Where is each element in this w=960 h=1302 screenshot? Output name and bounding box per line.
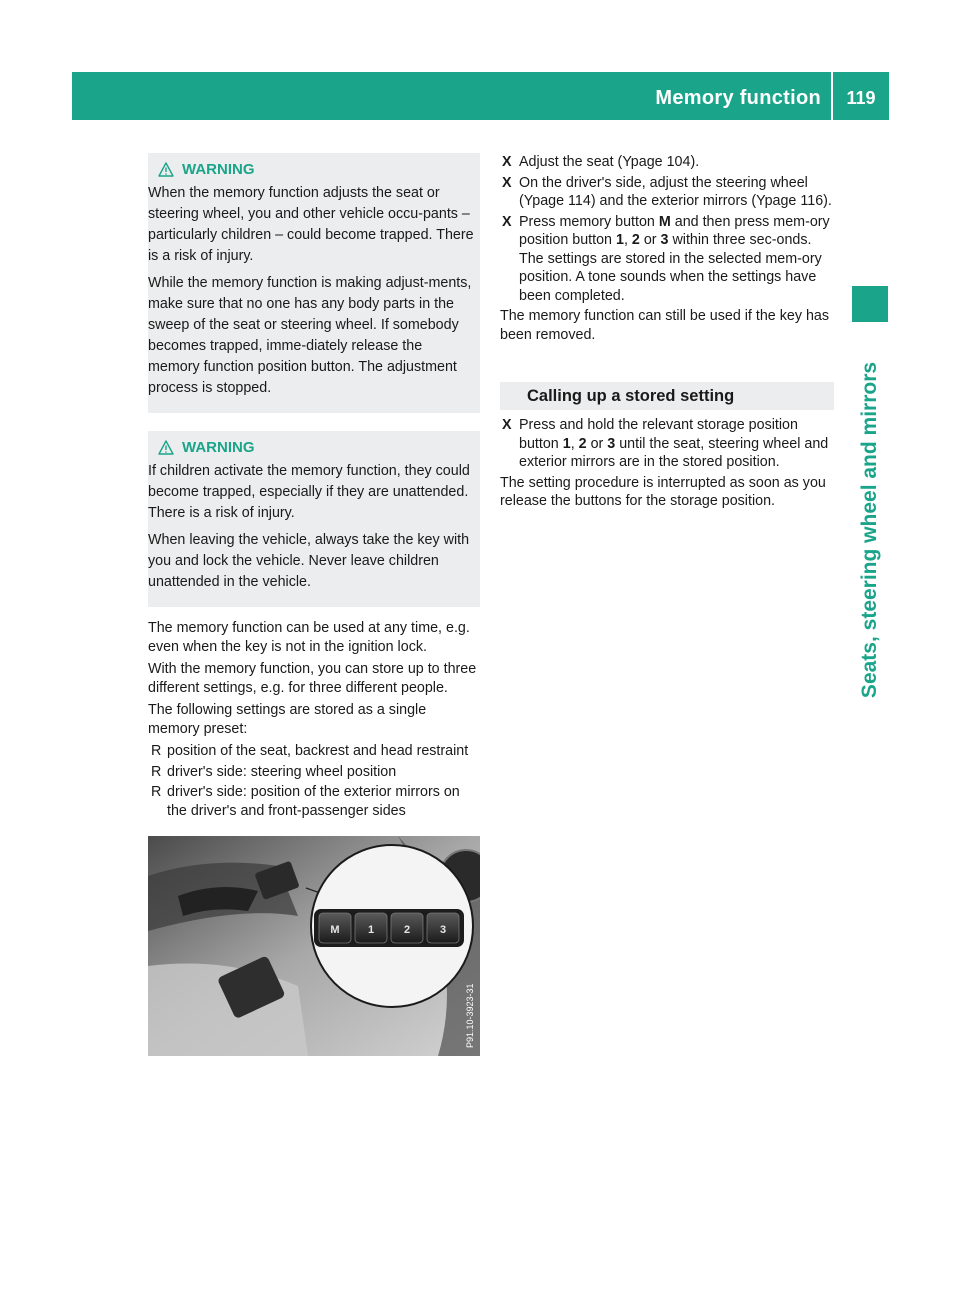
step-text: , xyxy=(570,435,579,452)
list-item-text: position of the seat, backrest and head restraint xyxy=(167,743,469,759)
key-1: 1 xyxy=(615,232,624,248)
arrow-step-icon: X xyxy=(502,154,512,170)
bullet-icon: R xyxy=(151,743,162,759)
memory-button-2-label: 2 xyxy=(403,924,411,936)
warning-triangle-icon xyxy=(158,162,174,177)
step-text: , xyxy=(623,232,632,248)
side-tab-marker xyxy=(852,286,888,322)
page-header xyxy=(72,72,889,120)
key-2: 2 xyxy=(631,232,640,248)
step-text: ). xyxy=(823,193,832,209)
step-text: until the seat, steering wheel and exterior mirrors are in the stored position. xyxy=(519,435,829,470)
page-ref-link[interactable]: page 104 xyxy=(630,154,691,170)
page-number: 119 xyxy=(846,88,876,108)
body-paragraph: With the memory function, you can store up to three different settings, e.g. for three different people. xyxy=(148,661,477,696)
step-item xyxy=(500,174,834,211)
side-tab-title: Seats, steering wheel and mirrors xyxy=(858,361,881,699)
warning-text: When the memory function adjusts the seat or steering wheel, you and other vehicle occu-pants – particularly children – could become trapped. There is a risk of injury. xyxy=(148,185,474,264)
arrow-step-icon: X xyxy=(502,174,512,191)
key-2: 2 xyxy=(578,435,587,452)
warning-heading xyxy=(148,157,476,181)
settings-list xyxy=(148,742,480,820)
step-item xyxy=(500,416,834,472)
step-item xyxy=(500,153,834,172)
key-3: 3 xyxy=(660,232,669,248)
warning-triangle-icon xyxy=(158,440,174,455)
door-panel-illustration xyxy=(148,836,480,1056)
arrow-step-icon: X xyxy=(502,213,512,230)
memory-button-m-label: M xyxy=(330,924,340,936)
right-column xyxy=(500,153,834,515)
step-text: within three sec-onds. xyxy=(668,232,812,248)
warning-text: When leaving the vehicle, always take the key with you and lock the vehicle. Never leave children unattended in the vehicle. xyxy=(148,532,470,590)
step-text: Press and hold the relevant storage position button xyxy=(519,417,798,452)
body-paragraph: The memory function can be used at any time, e.g. even when the key is not in the ignition lock. xyxy=(148,620,470,655)
page-ref-icon: Y xyxy=(622,154,631,170)
arrow-step-icon: X xyxy=(502,417,512,433)
body-paragraph: The setting procedure is interrupted as soon as you release the buttons for the storage position. xyxy=(500,474,826,509)
memory-button-1-label: 1 xyxy=(367,924,375,936)
bullet-icon: R xyxy=(151,763,162,780)
storing-steps xyxy=(500,153,834,305)
key-m: M xyxy=(658,213,671,230)
warning-label: WARNING xyxy=(182,438,255,456)
warning-label: WARNING xyxy=(182,160,255,178)
step-text: Press memory button xyxy=(519,213,659,230)
memory-button-3-label: 3 xyxy=(439,924,447,936)
list-item-text: driver's side: steering wheel position xyxy=(167,763,397,780)
warning-text: While the memory function is making adjust-ments, make sure that no one has any body parts in the sweep of the seat or steering wheel. If somebody becomes trapped, imme-diately release the memory function position button. The adjustment process is stopped. xyxy=(148,275,472,396)
step-text: and then press mem-ory position button xyxy=(519,213,830,248)
recall-steps xyxy=(500,416,834,472)
step-text: ) and the exterior mirrors ( xyxy=(590,193,757,209)
step-text: Adjust the seat ( xyxy=(519,154,623,170)
page-ref-link[interactable]: page 114 xyxy=(532,193,591,209)
step-text: or xyxy=(639,232,661,248)
warning-box-2 xyxy=(148,431,480,607)
warning-heading xyxy=(148,435,476,459)
left-column xyxy=(148,153,480,1056)
warning-text: If children activate the memory function, they could become trapped, especially if they are unattended. There is a risk of injury. xyxy=(148,463,470,521)
section-heading: Calling up a stored setting xyxy=(500,382,834,410)
header-title: Memory function xyxy=(655,87,821,109)
key-1: 1 xyxy=(562,435,571,452)
door-panel-photo xyxy=(148,836,480,1056)
page-ref-link[interactable]: page 116 xyxy=(764,193,824,209)
body-paragraph: The following settings are stored as a single memory preset: xyxy=(148,702,427,737)
step-text: or xyxy=(586,435,608,452)
list-item-text: driver's side: position of the exterior mirrors on the driver's and front-passenger sides xyxy=(167,784,460,819)
step-result: The settings are stored in the selected mem-ory position. A tone sounds when the settings have been completed. xyxy=(519,250,822,304)
bullet-icon: R xyxy=(151,784,162,800)
list-item xyxy=(148,742,480,761)
key-3: 3 xyxy=(607,435,616,452)
page-ref-icon: Y xyxy=(523,193,533,209)
step-text: ). xyxy=(690,154,700,170)
page-ref-icon: Y xyxy=(756,193,765,209)
list-item xyxy=(148,763,480,782)
step-text: On the driver's side, adjust the steering wheel ( xyxy=(519,174,808,209)
warning-box-1 xyxy=(148,153,480,413)
list-item xyxy=(148,783,480,820)
body-paragraph: The memory function can still be used if the key has been removed. xyxy=(500,308,829,343)
image-code: P91.10-3923-31 xyxy=(465,983,475,1048)
step-item xyxy=(500,213,834,306)
